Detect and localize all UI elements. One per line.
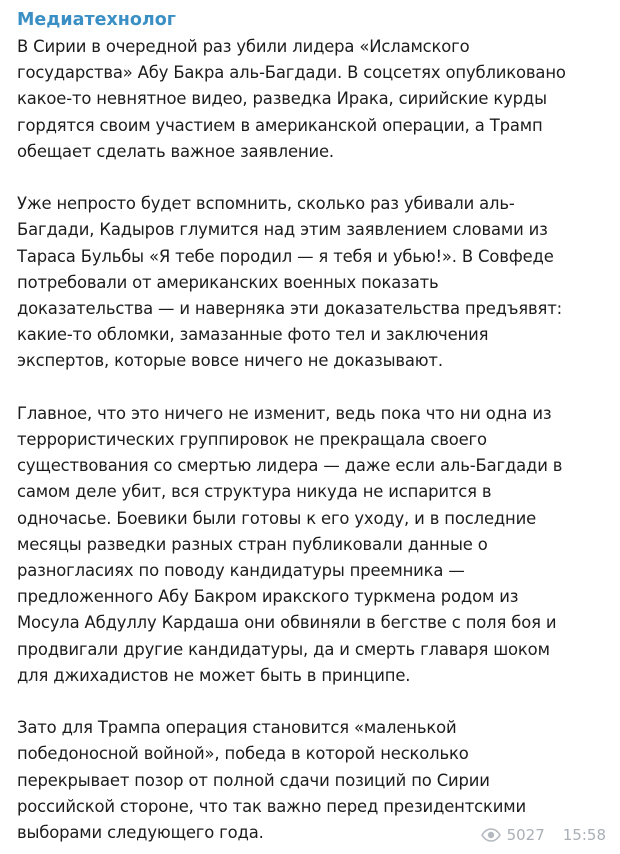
channel-name[interactable]: Медиатехнолог xyxy=(17,10,176,30)
post-line: Главное, что это ничего не изменит, ведь пока что ни одна из xyxy=(17,403,552,423)
eye-icon xyxy=(481,828,501,842)
post-time: 15:58 xyxy=(562,826,606,844)
post-line: предложенного Абу Бакром иракского туркмена родом из xyxy=(17,587,519,607)
post-line: Тараса Бульбы «Я тебе породил — я тебя и убью!». В Совфеде xyxy=(17,246,554,266)
post-line: Уже непросто будет вспомнить, сколько раз убивали аль- xyxy=(17,194,515,214)
post-line: самом деле убит, вся структура никуда не испарится в xyxy=(17,482,492,502)
post-line: месяцы разведки разных стран публиковали данные о xyxy=(17,534,488,554)
post-line: доказательства — и наверняка эти доказательства предъявят: xyxy=(17,299,562,319)
post-line: государства» Абу Бакра аль-Багдади. В соцсетях опубликовано xyxy=(17,63,566,83)
post-line: экспертов, которые вовсе ничего не доказывают. xyxy=(17,351,443,371)
post-line: победоносной войной», победа в которой несколько xyxy=(17,744,469,764)
post-line: российской стороне, что так важно перед президентскими xyxy=(17,796,526,816)
post-line: Зато для Трампа операция становится «маленькой xyxy=(17,718,457,738)
post-line: обещает сделать важное заявление. xyxy=(17,141,334,161)
post-line: Багдади, Кадыров глумится над этим заявлением словами из xyxy=(17,220,548,240)
post-line: В Сирии в очередной раз убили лидера «Исламского xyxy=(17,37,470,56)
view-count: 5027 xyxy=(506,826,545,844)
post-line: разногласиях по поводу кандидатуры преемника — xyxy=(17,561,465,581)
post-line: одночасье. Боевики были готовы к его уходу, и в последние xyxy=(17,508,537,528)
post-line: террористических группировок не прекращала своего xyxy=(17,430,487,450)
post-line: перекрывает позор от полной сдачи позиций по Сирии xyxy=(17,770,490,790)
post-line: продвигали другие кандидатуры, да и смерть главаря шоком xyxy=(17,639,550,659)
post-line: гордятся своим участием в американской операции, а Трамп xyxy=(17,115,543,135)
post-line: существования со смертью лидера — даже если аль-Багдади в xyxy=(17,456,563,476)
post-paragraph xyxy=(17,401,604,689)
post-line: какие-то обломки, замазанные фото тел и заключения xyxy=(17,325,489,345)
post-line: Мосула Абдуллу Кардаша они обвиняли в бегстве с поля боя и xyxy=(17,613,557,633)
post-line: выборами следующего года. xyxy=(17,823,264,843)
post-paragraph xyxy=(17,34,604,165)
post-meta xyxy=(481,826,606,844)
post-text xyxy=(17,34,604,846)
post-paragraph xyxy=(17,191,604,374)
post-line: потребовали от американских военных показать xyxy=(17,272,439,292)
post-line: какое-то невнятное видео, разведка Ирака, сирийские курды xyxy=(17,89,547,109)
post-line: для джихадистов не может быть в принципе. xyxy=(17,665,411,685)
